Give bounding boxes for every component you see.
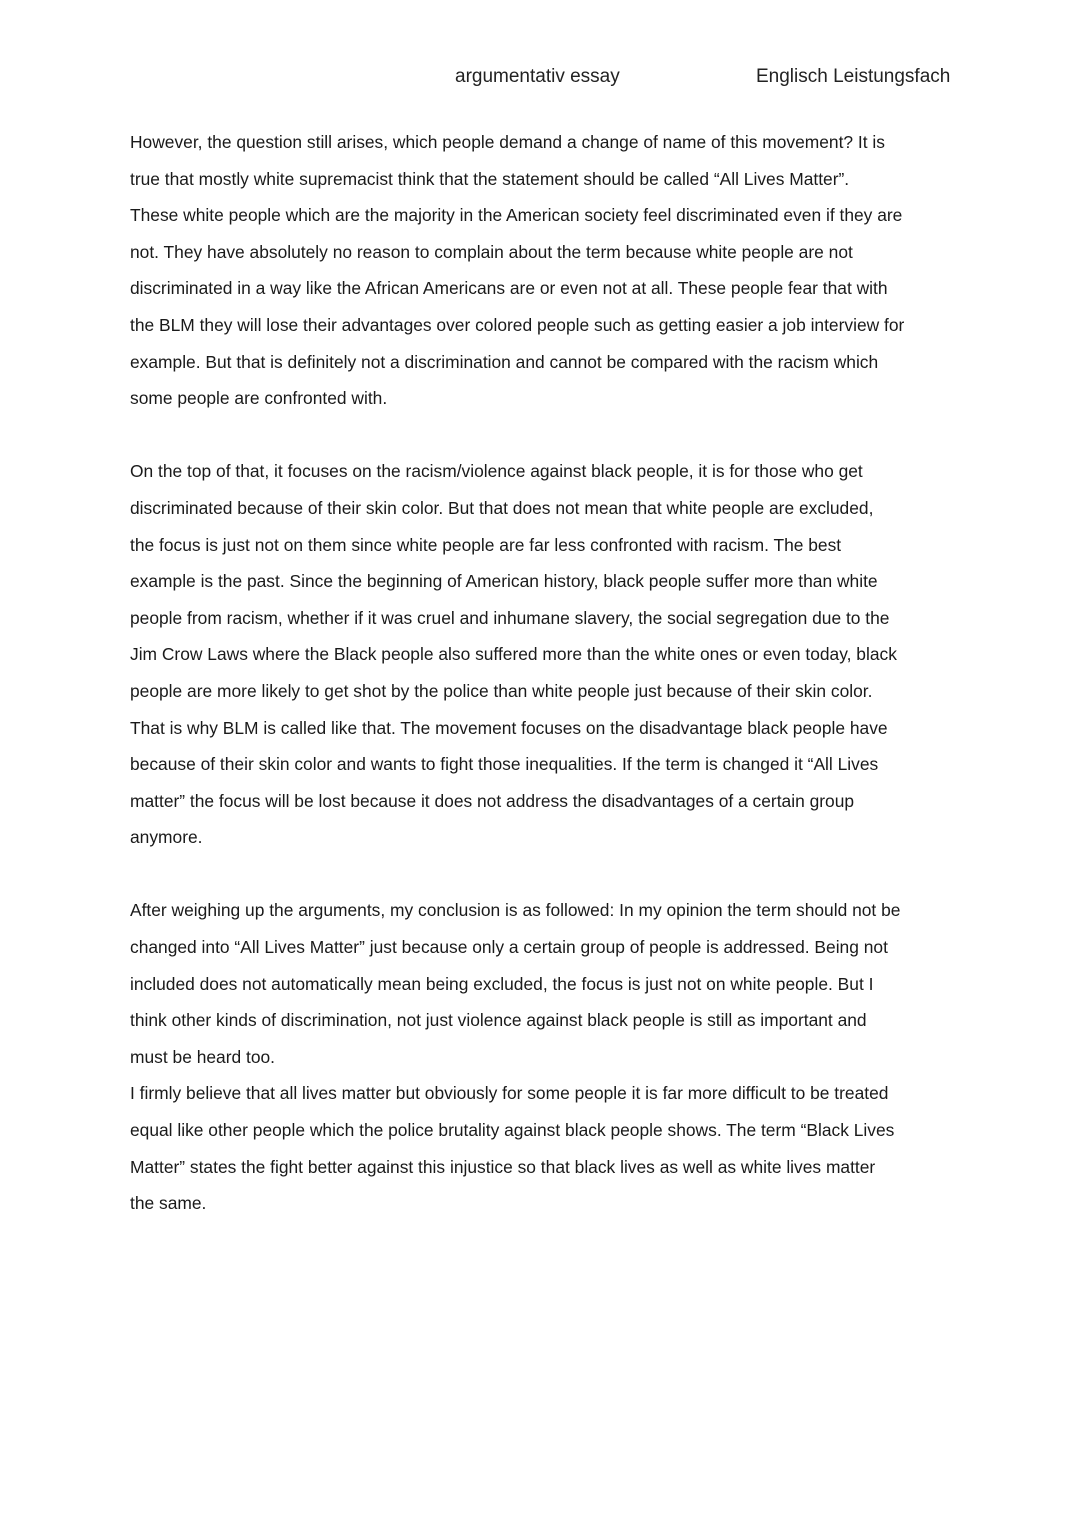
text-line: think other kinds of discrimination, not just violence against black people is still as important and bbox=[130, 1010, 867, 1031]
text-line: example is the past. Since the beginning of American history, black people suffer more than white bbox=[130, 571, 878, 592]
text-line: However, the question still arises, which people demand a change of name of this movement? It is bbox=[130, 132, 885, 152]
text-line: anymore. bbox=[130, 827, 203, 848]
text-line: Jim Crow Laws where the Black people also suffered more than the white ones or even today, black bbox=[130, 644, 897, 665]
text-line: On the top of that, it focuses on the racism/violence against black people, it is for those who get bbox=[130, 461, 863, 482]
page-header bbox=[0, 66, 1080, 96]
text-line: I firmly believe that all lives matter but obviously for some people it is far more difficult to be treated bbox=[130, 1083, 889, 1104]
text-line: the same. bbox=[130, 1193, 207, 1214]
text-line: not. They have absolutely no reason to complain about the term because white people are not bbox=[130, 241, 853, 262]
text-line: must be heard too. bbox=[130, 1046, 276, 1067]
paragraph-2 bbox=[130, 453, 960, 856]
text-line: These white people which are the majority in the American society feel discriminated even if they are bbox=[130, 205, 903, 226]
essay-type-label: argumentativ essay bbox=[455, 66, 620, 87]
essay-body bbox=[130, 124, 960, 1222]
course-label: Englisch Leistungsfach bbox=[756, 66, 951, 87]
text-line: matter” the focus will be lost because it does not address the disadvantages of a certain group bbox=[130, 790, 855, 811]
text-line: equal like other people which the police brutality against black people shows. The term “Black Lives bbox=[130, 1120, 895, 1141]
text-line: included does not automatically mean being excluded, the focus is just not on white people. But I bbox=[130, 973, 874, 994]
text-line: the BLM they will lose their advantages over colored people such as getting easier a job interview for bbox=[130, 314, 905, 335]
text-line: people are more likely to get shot by the police than white people just because of their skin color. bbox=[130, 680, 873, 701]
text-line: true that mostly white supremacist think that the statement should be called “All Lives Matter”. bbox=[130, 168, 850, 189]
text-line: That is why BLM is called like that. The movement focuses on the disadvantage black people have bbox=[130, 717, 888, 738]
paragraph-3 bbox=[130, 892, 960, 1221]
text-line: changed into “All Lives Matter” just because only a certain group of people is addressed. Being not bbox=[130, 937, 888, 958]
text-line: people from racism, whether if it was cruel and inhumane slavery, the social segregation due to the bbox=[130, 607, 890, 628]
text-line: discriminated in a way like the African Americans are or even not at all. These people fear that with bbox=[130, 278, 888, 299]
paragraph-1 bbox=[130, 124, 960, 417]
text-line: the focus is just not on them since white people are far less confronted with racism. The best bbox=[130, 534, 842, 555]
paragraph-gap bbox=[130, 856, 960, 893]
text-line: discriminated because of their skin color. But that does not mean that white people are excluded, bbox=[130, 497, 874, 518]
text-line: because of their skin color and wants to fight those inequalities. If the term is changed it “All Lives bbox=[130, 754, 879, 775]
paragraph-gap bbox=[130, 417, 960, 454]
text-line: example. But that is definitely not a discrimination and cannot be compared with the racism which bbox=[130, 351, 879, 372]
text-line: Matter” states the fight better against this injustice so that black lives as well as white lives matter bbox=[130, 1156, 876, 1177]
text-line: some people are confronted with. bbox=[130, 388, 388, 409]
text-line: After weighing up the arguments, my conclusion is as followed: In my opinion the term should not be bbox=[130, 900, 901, 921]
